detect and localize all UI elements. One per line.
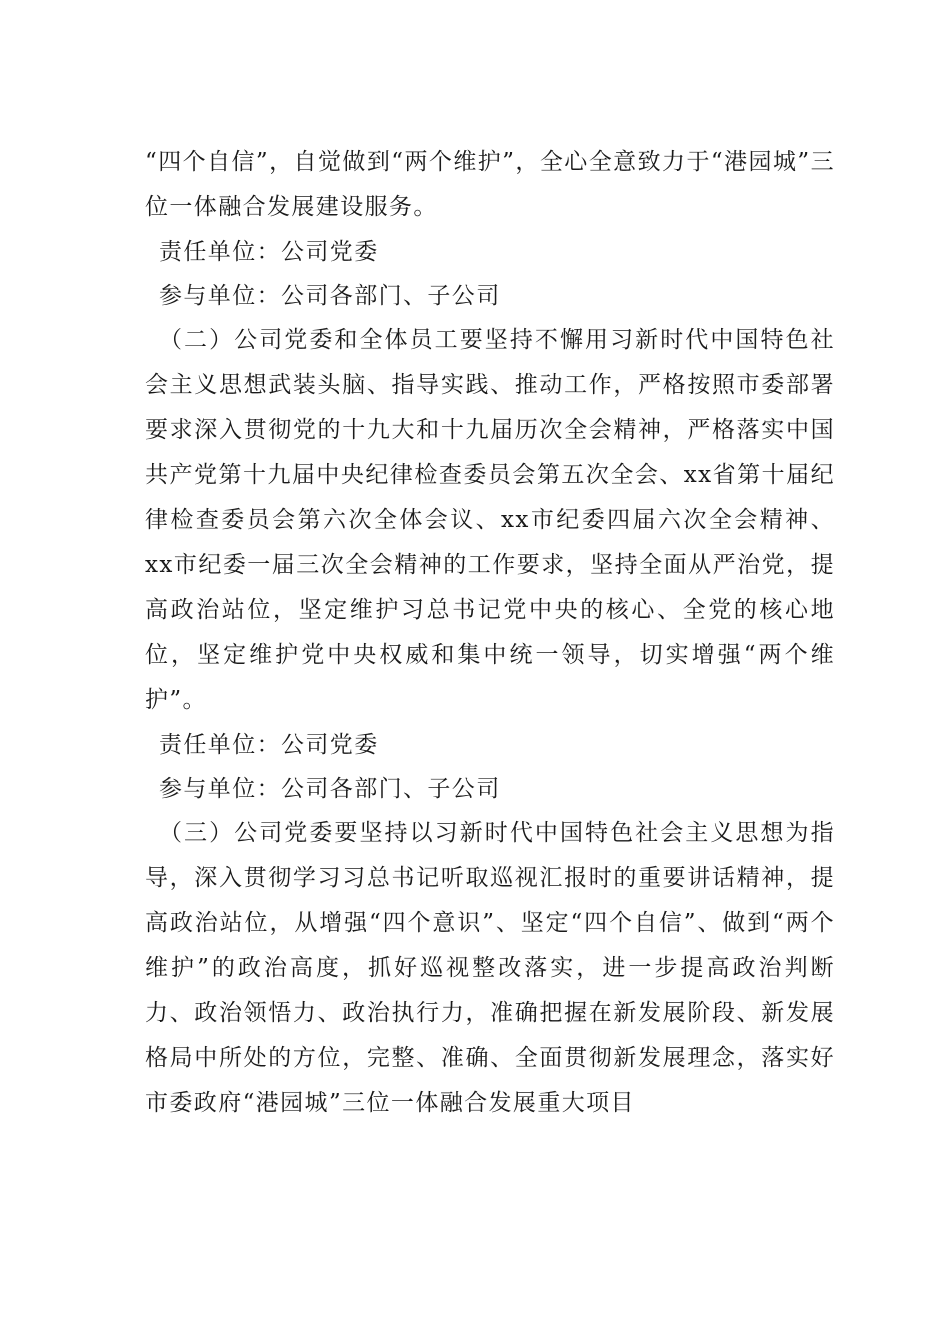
paragraph-section-2: （二）公司党委和全体员工要坚持不懈用习新时代中国特色社会主义思想武装头脑、指导实践、推动工作，严格按照市委部署要求深入贯彻党的十九大和十九届历次全会精神，严格落实中国共产党第十九届中央纪律检查委员会第五次全会、xx省第十届纪律检查委员会第六次全体会议、xx市纪委四届六次全会精神、xx市纪委一届三次全会精神的工作要求，坚持全面从严治党，提高政治站位，坚定维护习总书记党中央的核心、全党的核心地位，坚定维护党中央权威和集中统一领导，切实增强“两个维护”。 [145,327,835,713]
document-body [145,140,835,1126]
participating-unit-1: 参与单位：公司各部门、子公司 [159,283,501,309]
responsible-unit-2: 责任单位：公司党委 [159,732,379,758]
paragraph-intro-tail: “四个自信”，自觉做到“两个维护”，全心全意致力于“港园城”三位一体融合发展建设服务。 [145,149,835,220]
participating-unit-2: 参与单位：公司各部门、子公司 [159,776,501,802]
responsible-unit-1: 责任单位：公司党委 [159,239,379,265]
paragraph-section-3: （三）公司党委要坚持以习新时代中国特色社会主义思想为指导，深入贯彻学习习总书记听取巡视汇报时的重要讲话精神，提高政治站位，从增强“四个意识”、坚定“四个自信”、做到“两个维护”的政治高度，抓好巡视整改落实，进一步提高政治判断力、政治领悟力、政治执行力，准确把握在新发展阶段、新发展格局中所处的方位，完整、准确、全面贯彻新发展理念，落实好市委政府“港园城”三位一体融合发展重大项目 [145,820,835,1116]
